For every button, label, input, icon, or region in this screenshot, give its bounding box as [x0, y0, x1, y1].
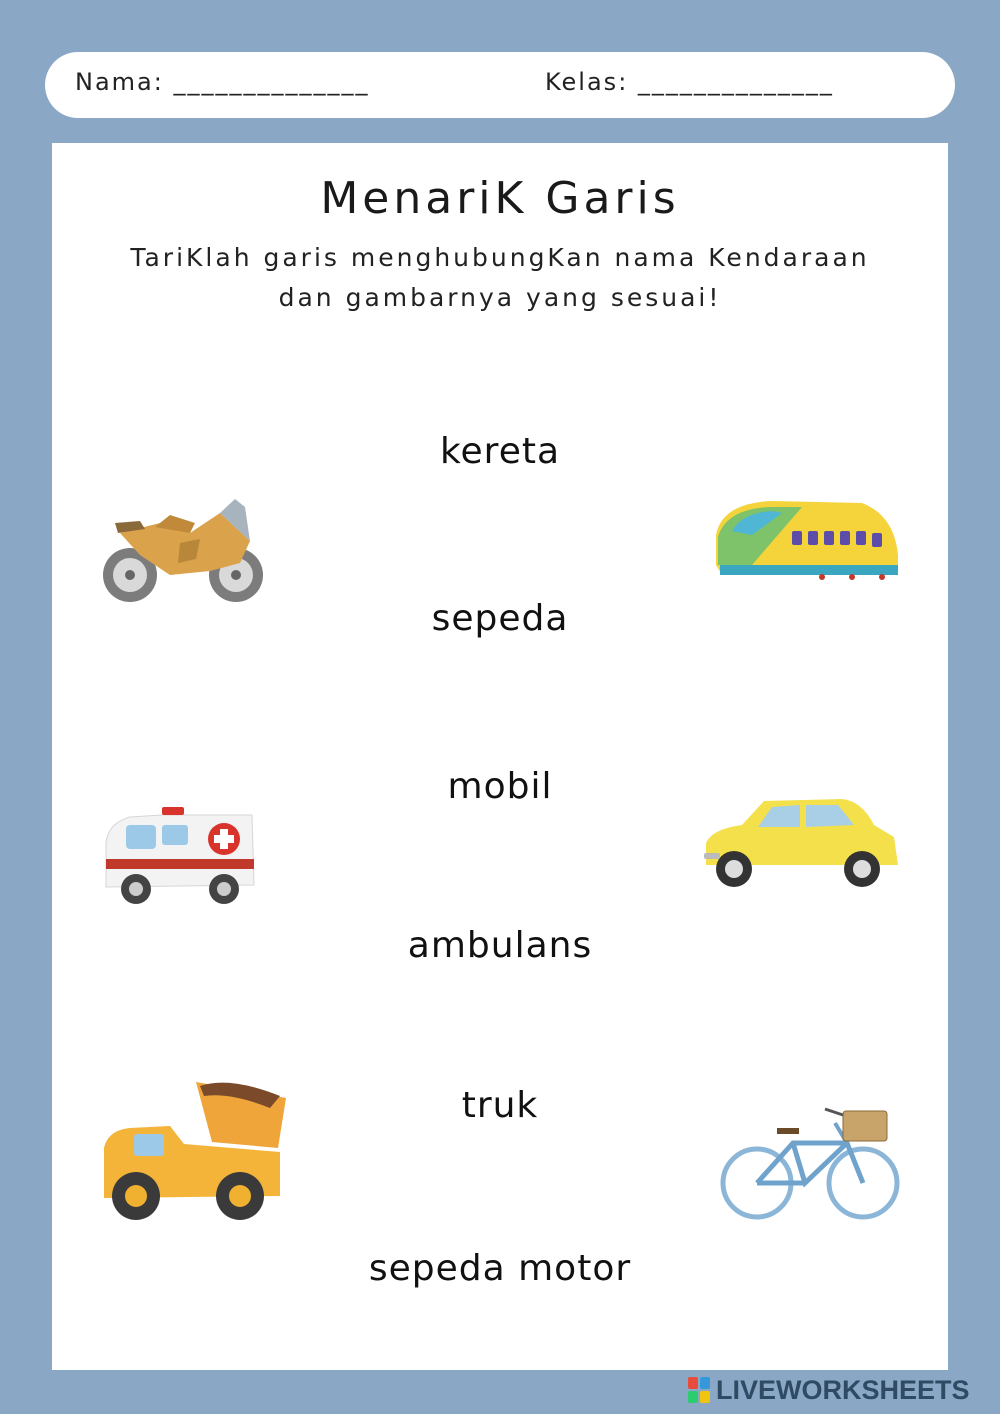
liveworksheets-logo-icon: [688, 1377, 710, 1403]
worksheet-sheet: [52, 143, 948, 1370]
name-field[interactable]: Nama: ______________: [75, 68, 370, 96]
motorcycle-image[interactable]: [100, 493, 266, 608]
word-truk[interactable]: truk: [461, 1085, 539, 1126]
car-image[interactable]: [702, 793, 902, 893]
liveworksheets-brand[interactable]: [688, 1375, 970, 1405]
word-kereta[interactable]: kereta: [439, 431, 561, 472]
class-field[interactable]: Kelas: ______________: [545, 68, 834, 96]
worksheet-title: MenariK Garis: [320, 173, 680, 224]
ambulance-image[interactable]: [102, 803, 257, 908]
train-image[interactable]: [712, 495, 900, 585]
header-bar: [45, 52, 955, 118]
brand-name: LIVEWORKSHEETS: [716, 1374, 970, 1405]
dump-truck-image[interactable]: [100, 1078, 290, 1228]
word-mobil[interactable]: mobil: [447, 766, 553, 807]
word-sepeda[interactable]: sepeda: [431, 598, 569, 639]
instruction-line-1: TariKlah garis menghubungKan nama Kendaraan: [130, 243, 870, 272]
instruction-line-2: dan gambarnya yang sesuai!: [278, 283, 722, 312]
word-ambulans[interactable]: ambulans: [407, 925, 593, 966]
bicycle-image[interactable]: [717, 1103, 902, 1223]
word-sepeda-motor[interactable]: sepeda motor: [368, 1248, 632, 1289]
